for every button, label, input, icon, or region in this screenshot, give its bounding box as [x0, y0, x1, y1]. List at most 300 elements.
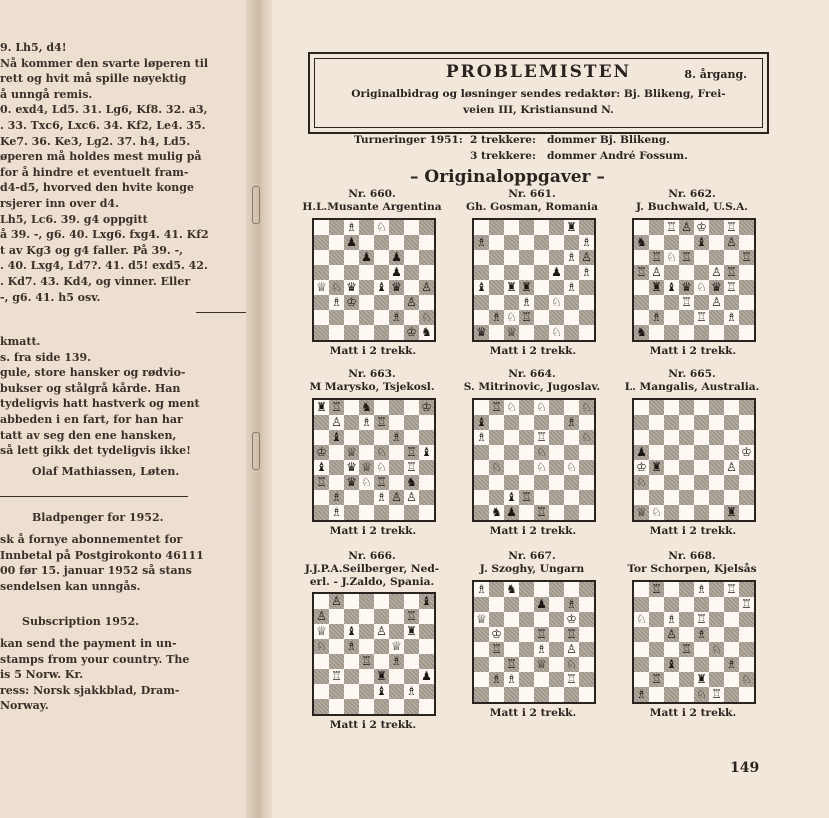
- board-square: [739, 430, 754, 445]
- board-square: [709, 400, 724, 415]
- board-square: [579, 582, 594, 597]
- board-square: [709, 657, 724, 672]
- board-square: ♞: [634, 325, 649, 340]
- board-square: [489, 250, 504, 265]
- chess-diagram: [472, 580, 596, 704]
- board-square: ♝: [376, 280, 387, 294]
- subscription-heading: Bladpenger for 1952.: [32, 511, 164, 524]
- board-square: [404, 400, 419, 415]
- board-square: [474, 627, 489, 642]
- problem-header: [612, 368, 772, 394]
- board-square: ♗: [476, 582, 487, 596]
- board-square: [534, 325, 549, 340]
- board-square: [504, 612, 519, 627]
- board-square: [694, 490, 709, 505]
- board-square: [314, 699, 329, 714]
- board-square: ♔: [566, 612, 577, 626]
- board-square: [314, 415, 329, 430]
- board-square: [374, 325, 389, 340]
- board-square: ♘: [361, 475, 372, 489]
- board-square: ♝: [694, 235, 709, 250]
- board-square: [549, 642, 564, 657]
- board-square: [474, 220, 489, 235]
- problem-number: Nr. 667.: [508, 550, 556, 562]
- board-square: ♝: [474, 415, 489, 430]
- text-line: tatt av seg den ene hansken,: [0, 428, 177, 442]
- board-square: [504, 265, 519, 280]
- board-square: ♘: [636, 612, 647, 626]
- board-square: ♘: [551, 295, 562, 309]
- problem-header: [292, 188, 452, 214]
- board-square: ♗: [329, 490, 344, 505]
- story-signature: Olaf Mathiassen, Løten.: [32, 465, 180, 478]
- board-square: [564, 265, 579, 280]
- board-square: [489, 657, 504, 672]
- board-square: ♖: [739, 250, 754, 265]
- board-square: [724, 597, 739, 612]
- board-square: ♖: [649, 582, 664, 597]
- board-square: [579, 460, 594, 475]
- board-square: [419, 505, 434, 520]
- board-square: [504, 597, 519, 612]
- board-square: ♖: [519, 310, 534, 325]
- board-square: [474, 250, 489, 265]
- board-square: [519, 265, 534, 280]
- board-square: [724, 672, 739, 687]
- board-square: ♔: [314, 445, 329, 460]
- problem-header: [612, 188, 772, 214]
- board-square: [489, 582, 504, 597]
- board-square: [519, 430, 534, 445]
- problem-header: [452, 368, 612, 394]
- board-square: ♟: [359, 250, 374, 265]
- board-square: [679, 235, 694, 250]
- board-square: [504, 687, 519, 702]
- board-square: [649, 475, 664, 490]
- board-square: ♗: [361, 415, 372, 429]
- board-square: [709, 490, 724, 505]
- board-square: ♖: [534, 505, 549, 520]
- problem-number: Nr. 660.: [348, 188, 396, 200]
- board-square: ♝: [664, 657, 679, 672]
- problem-header: [292, 550, 452, 589]
- text-line: gule, store hansker og rødvio-: [0, 366, 186, 380]
- board-square: ♖: [404, 445, 419, 460]
- board-square: [419, 654, 434, 669]
- board-square: ♙: [376, 624, 387, 638]
- board-square: [519, 220, 534, 235]
- board-square: [579, 505, 594, 520]
- board-square: [389, 699, 404, 714]
- board-square: ♝: [376, 684, 387, 698]
- text-line: 9. Lh5, d4!: [0, 41, 67, 54]
- game-notes: [0, 40, 250, 305]
- board-square: [474, 490, 489, 505]
- board-square: [489, 597, 504, 612]
- text-line: rett og hvit må spille nøyektig: [0, 72, 187, 86]
- board-square: [739, 310, 754, 325]
- board-square: [534, 220, 549, 235]
- board-square: [739, 460, 754, 475]
- board-square: ♙: [679, 220, 694, 235]
- board-square: [579, 295, 594, 310]
- board-square: [579, 445, 594, 460]
- board-square: [549, 220, 564, 235]
- board-square: ♖: [649, 250, 664, 265]
- board-square: ♖: [726, 280, 737, 294]
- board-square: [634, 657, 649, 672]
- board-square: ♘: [489, 460, 504, 475]
- board-square: ♗: [344, 639, 359, 654]
- board-square: ♗: [581, 235, 592, 249]
- text-line: Nå kommer den svarte løperen til: [0, 56, 209, 70]
- board-square: ♝: [329, 430, 344, 445]
- board-square: [344, 310, 359, 325]
- board-square: [374, 699, 389, 714]
- board-square: [359, 624, 374, 639]
- board-square: [679, 475, 694, 490]
- board-square: [709, 220, 724, 235]
- board-square: ♘: [694, 687, 709, 702]
- board-square: [344, 669, 359, 684]
- board-square: [359, 639, 374, 654]
- board-square: ♗: [581, 265, 592, 279]
- board-square: [649, 295, 664, 310]
- board-square: [694, 505, 709, 520]
- board-square: ♕: [534, 657, 549, 672]
- board-square: ♛: [709, 280, 724, 295]
- board-square: ♟: [534, 597, 549, 612]
- board-square: [519, 445, 534, 460]
- board-square: [419, 250, 434, 265]
- board-square: ♖: [374, 475, 389, 490]
- board-square: [739, 235, 754, 250]
- text-line: stamps from your country. The: [0, 652, 190, 666]
- board-square: [419, 639, 434, 654]
- board-square: [694, 460, 709, 475]
- text-line: tydeligvis hatt hastverk og ment: [0, 397, 200, 411]
- board-square: [419, 475, 434, 490]
- board-square: [664, 400, 679, 415]
- board-square: [474, 310, 489, 325]
- board-square: [389, 460, 404, 475]
- board-square: [534, 250, 549, 265]
- board-square: ♘: [551, 325, 562, 339]
- board-square: [664, 265, 679, 280]
- board-square: [679, 415, 694, 430]
- board-square: [664, 475, 679, 490]
- board-square: ♛: [346, 280, 357, 294]
- board-square: [404, 699, 419, 714]
- board-square: ♗: [566, 250, 577, 264]
- board-square: ♙: [419, 280, 434, 295]
- text-line: bukser og stålgrå kårde. Han: [0, 381, 181, 395]
- board-square: [474, 672, 489, 687]
- board-square: ♖: [679, 642, 694, 657]
- board-square: ♞: [491, 505, 502, 519]
- board-square: [549, 310, 564, 325]
- board-square: [474, 597, 489, 612]
- board-square: [534, 310, 549, 325]
- binding-stitch: [252, 186, 260, 224]
- board-square: ♖: [489, 400, 504, 415]
- board-square: [404, 310, 419, 325]
- board-square: [344, 594, 359, 609]
- board-square: [634, 250, 649, 265]
- text-line: kan send the payment in un-: [0, 637, 177, 650]
- board-square: ♖: [696, 612, 707, 626]
- board-square: ♘: [579, 430, 594, 445]
- board-square: [519, 627, 534, 642]
- board-square: ♙: [711, 265, 722, 279]
- problem-header: [612, 550, 772, 576]
- board-square: [389, 624, 404, 639]
- board-square: [739, 265, 754, 280]
- board-square: [634, 627, 649, 642]
- board-square: [634, 220, 649, 235]
- board-square: [329, 235, 344, 250]
- board-square: [694, 657, 709, 672]
- board-square: [664, 505, 679, 520]
- board-square: ♖: [374, 415, 389, 430]
- board-square: [739, 220, 754, 235]
- board-square: [314, 490, 329, 505]
- board-square: [549, 505, 564, 520]
- board-square: [474, 265, 489, 280]
- board-square: [634, 582, 649, 597]
- board-square: ♖: [404, 609, 419, 624]
- board-square: [694, 415, 709, 430]
- board-square: ♜: [649, 280, 664, 295]
- board-square: [694, 265, 709, 280]
- board-square: [549, 250, 564, 265]
- board-square: [314, 295, 329, 310]
- board-square: [314, 654, 329, 669]
- board-square: ♘: [651, 505, 662, 519]
- board-square: [679, 460, 694, 475]
- board-square: ♖: [724, 265, 739, 280]
- text-line: 0. exd4, Ld5. 31. Lg6, Kf8. 32. a3,: [0, 103, 208, 117]
- board-square: [419, 265, 434, 280]
- problem-number: Nr. 661.: [508, 188, 556, 200]
- problem-author: L. Mangalis, Australia.: [624, 381, 760, 393]
- board-square: [504, 430, 519, 445]
- board-square: [374, 250, 389, 265]
- board-square: [519, 657, 534, 672]
- board-square: [634, 400, 649, 415]
- board-square: [404, 430, 419, 445]
- board-square: [549, 445, 564, 460]
- text-line: så lett gikk det tydeligvis ikke!: [0, 444, 191, 458]
- board-square: [314, 669, 329, 684]
- board-square: [549, 235, 564, 250]
- board-square: [474, 295, 489, 310]
- board-square: [359, 430, 374, 445]
- board-square: [549, 687, 564, 702]
- board-square: [534, 475, 549, 490]
- board-square: [344, 430, 359, 445]
- board-square: [359, 445, 374, 460]
- board-square: ♗: [521, 295, 532, 309]
- text-line: . 40. Lxg4, Ld7?. 41. d5! exd5. 42.: [0, 259, 208, 273]
- board-square: [329, 325, 344, 340]
- board-square: ♘: [374, 445, 389, 460]
- board-square: [739, 627, 754, 642]
- board-square: [709, 430, 724, 445]
- board-square: [579, 310, 594, 325]
- board-square: [314, 235, 329, 250]
- board-square: ♟: [634, 445, 649, 460]
- board-square: [404, 415, 419, 430]
- board-square: [329, 475, 344, 490]
- board-square: ♖: [726, 220, 737, 234]
- board-square: [649, 642, 664, 657]
- text-line: kmatt.: [0, 335, 41, 348]
- board-square: [534, 265, 549, 280]
- board-square: [344, 654, 359, 669]
- board-square: [419, 624, 434, 639]
- text-line: sk å fornye abonnementet for: [0, 533, 183, 546]
- board-square: [679, 672, 694, 687]
- board-square: [519, 505, 534, 520]
- board-square: [359, 310, 374, 325]
- binding-stitch: [252, 432, 260, 470]
- board-square: [634, 672, 649, 687]
- board-square: [374, 235, 389, 250]
- board-square: [404, 280, 419, 295]
- chess-diagram: [632, 218, 756, 342]
- board-square: [344, 609, 359, 624]
- board-square: [579, 220, 594, 235]
- text-line: for å hindre et eventuelt fram-: [0, 165, 189, 179]
- problem-caption: Matt i 2 trekk.: [489, 345, 577, 357]
- board-square: [359, 609, 374, 624]
- board-square: [404, 594, 419, 609]
- board-square: [634, 295, 649, 310]
- board-square: [649, 415, 664, 430]
- board-square: [664, 582, 679, 597]
- board-square: ♗: [489, 310, 504, 325]
- problem-author: J. Szoghy, Ungarn: [479, 563, 585, 575]
- board-square: [739, 295, 754, 310]
- board-square: [664, 235, 679, 250]
- board-square: ♖: [504, 657, 519, 672]
- board-square: [504, 415, 519, 430]
- board-square: [404, 265, 419, 280]
- board-square: ♗: [564, 597, 579, 612]
- board-square: [649, 612, 664, 627]
- board-square: ♔: [419, 400, 434, 415]
- board-square: [679, 490, 694, 505]
- problem-number: Nr. 662.: [668, 188, 716, 200]
- problem-caption: Matt i 2 trekk.: [489, 707, 577, 719]
- board-square: [404, 654, 419, 669]
- board-square: [649, 490, 664, 505]
- board-square: [519, 642, 534, 657]
- board-square: [579, 415, 594, 430]
- text-line: . Kd7. 43. Kd4, og vinner. Eller: [0, 274, 191, 288]
- board-square: [579, 657, 594, 672]
- board-square: ♖: [329, 400, 344, 415]
- board-square: [329, 624, 344, 639]
- board-square: [724, 490, 739, 505]
- board-square: [314, 325, 329, 340]
- board-square: [374, 310, 389, 325]
- text-line: . 33. Txc6, Lxc6. 34. Kf2, Le4. 35.: [0, 118, 206, 132]
- board-square: ♕: [391, 639, 402, 653]
- problem-caption: Matt i 2 trekk.: [489, 525, 577, 537]
- board-square: ♗: [376, 490, 387, 504]
- board-square: ♘: [536, 400, 547, 414]
- board-square: [664, 415, 679, 430]
- board-square: ♙: [651, 265, 662, 279]
- board-square: ♜: [316, 400, 327, 414]
- board-square: [549, 415, 564, 430]
- problem-number: Nr. 665.: [668, 368, 716, 380]
- problem-author: S. Mitrinovic, Jugoslav.: [463, 381, 601, 393]
- board-square: [549, 430, 564, 445]
- board-square: [374, 639, 389, 654]
- board-square: [329, 654, 344, 669]
- board-square: [359, 594, 374, 609]
- board-square: ♕: [504, 325, 519, 340]
- board-square: ♙: [329, 594, 344, 609]
- board-square: ♝: [506, 490, 517, 504]
- problem-header: [452, 188, 612, 214]
- board-square: [634, 310, 649, 325]
- board-square: [489, 265, 504, 280]
- board-square: [634, 415, 649, 430]
- board-square: [649, 400, 664, 415]
- board-square: [534, 235, 549, 250]
- board-square: [314, 505, 329, 520]
- problem-caption: Matt i 2 trekk.: [329, 525, 417, 537]
- board-square: [564, 687, 579, 702]
- board-square: [504, 220, 519, 235]
- board-square: ♝: [476, 280, 487, 294]
- problem-caption: Matt i 2 trekk.: [329, 719, 417, 731]
- board-square: ♙: [711, 295, 722, 309]
- board-square: [314, 684, 329, 699]
- board-square: [489, 430, 504, 445]
- board-square: [504, 445, 519, 460]
- board-square: [549, 400, 564, 415]
- story-text: [0, 334, 250, 459]
- board-square: [709, 612, 724, 627]
- board-square: [474, 400, 489, 415]
- board-square: ♗: [726, 310, 737, 324]
- board-square: [564, 475, 579, 490]
- board-square: ♘: [634, 475, 649, 490]
- board-square: [474, 657, 489, 672]
- board-square: [374, 430, 389, 445]
- board-square: [504, 627, 519, 642]
- board-square: [314, 594, 329, 609]
- board-square: ♗: [389, 430, 404, 445]
- text-line: s. fra side 139.: [0, 350, 92, 364]
- text-line: ress: Norsk sjakkblad, Dram-: [0, 683, 180, 697]
- page-number: 149: [730, 760, 760, 776]
- board-square: [549, 475, 564, 490]
- board-square: [549, 582, 564, 597]
- text-line: Lh5, Lc6. 39. g4 oppgitt: [0, 212, 148, 226]
- board-square: [694, 597, 709, 612]
- board-square: [649, 430, 664, 445]
- board-square: [709, 505, 724, 520]
- board-square: [679, 687, 694, 702]
- board-square: [489, 415, 504, 430]
- board-square: [504, 642, 519, 657]
